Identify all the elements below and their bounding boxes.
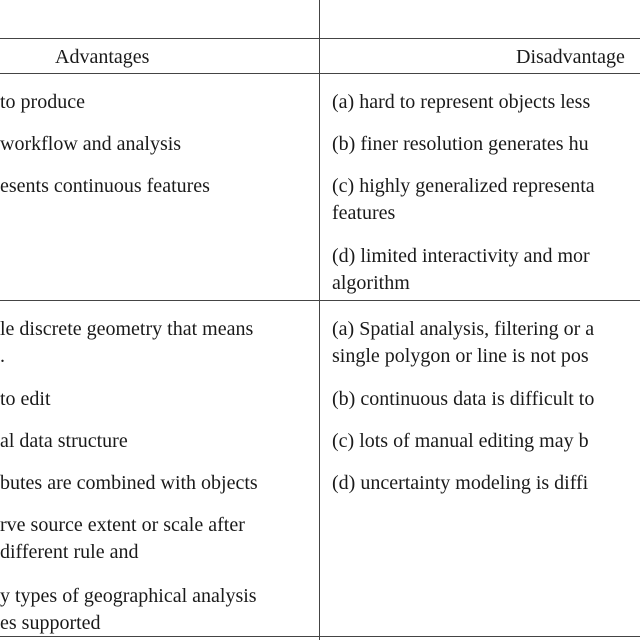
row2-disadvantage-item: [332, 386, 594, 413]
row2-disadvantage-item: [332, 428, 589, 455]
row2-disadvantage-item: [332, 316, 594, 370]
row1-disadvantage-item: [332, 173, 595, 227]
cell-line: (b) continuous data is difficult to: [332, 388, 595, 410]
table-column-divider: [319, 0, 320, 640]
row2-advantage-item: [0, 512, 245, 566]
cell-line: (c) lots of manual editing may b: [332, 430, 589, 452]
row1-advantage-item: [0, 173, 210, 200]
row1-disadvantage-item: [332, 89, 590, 116]
row2-disadvantage-item: [332, 470, 588, 497]
row2-advantage-item: [0, 386, 51, 413]
table-header-top-border: [0, 38, 640, 39]
table-row-divider: [0, 300, 640, 301]
row2-advantage-item: [0, 316, 253, 370]
row1-disadvantage-item: [332, 243, 590, 297]
cell-line: to produce: [0, 91, 85, 113]
cell-line: esents continuous features: [0, 175, 210, 197]
row2-advantage-item: [0, 583, 257, 637]
cell-line: (a) Spatial analysis, filtering or a: [332, 318, 595, 340]
cell-line: y types of geographical analysis: [0, 585, 257, 607]
cell-line: to edit: [0, 388, 51, 410]
row2-advantage-item: [0, 428, 128, 455]
cell-line: algorithm: [332, 272, 410, 294]
row1-disadvantage-item: [332, 131, 589, 158]
header-advantages: Advantages: [55, 46, 150, 68]
row1-advantage-item: [0, 89, 85, 116]
row2-advantage-item: [0, 470, 258, 497]
cell-line: features: [332, 202, 396, 224]
cell-line: single polygon or line is not pos: [332, 345, 589, 367]
header-disadvantages: Disadvantage: [516, 46, 625, 68]
cell-line: le discrete geometry that means: [0, 318, 254, 340]
cell-line: al data structure: [0, 430, 128, 452]
cell-line: (a) hard to represent objects less: [332, 91, 591, 113]
cell-line: (d) uncertainty modeling is diffi: [332, 472, 589, 494]
cell-line: (c) highly generalized representa: [332, 175, 595, 197]
cell-line: (b) finer resolution generates hu: [332, 133, 589, 155]
cell-line: rve source extent or scale after: [0, 514, 245, 536]
table-header-bottom-border: [0, 73, 640, 74]
cell-line: (d) limited interactivity and mor: [332, 245, 590, 267]
cell-line: .: [0, 345, 5, 367]
cell-line: butes are combined with objects: [0, 472, 258, 494]
cell-line: workflow and analysis: [0, 133, 182, 155]
cell-line: different rule and: [0, 541, 139, 563]
row1-advantage-item: [0, 131, 181, 158]
cell-line: es supported: [0, 612, 101, 634]
